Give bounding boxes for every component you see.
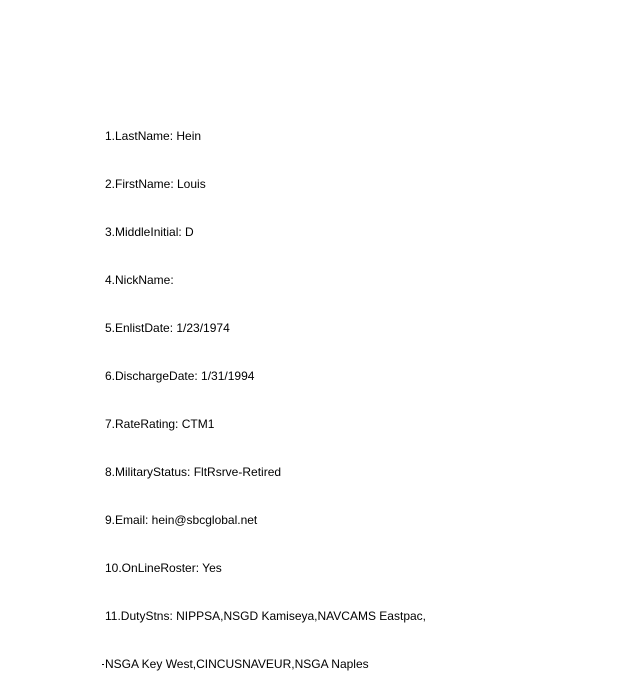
field-military-status: 8.MilitaryStatus: FltRsrve-Retired — [105, 465, 282, 479]
field-enlist-date: 5.EnlistDate: 1/23/1974 — [105, 321, 230, 335]
field-online-roster: 10.OnLineRoster: Yes — [105, 561, 222, 575]
stray-dot-mark — [102, 664, 104, 665]
field-discharge-date: 6.DischargeDate: 1/31/1994 — [105, 369, 255, 383]
field-middle-initial: 3.MiddleInitial: D — [105, 225, 194, 239]
field-duty-stations-continuation — [102, 656, 426, 672]
field-nick-name: 4.NickName: — [105, 273, 174, 287]
field-email: 9.Email: hein@sbcglobal.net — [105, 513, 258, 527]
member-record — [105, 96, 426, 688]
field-rate-rating: 7.RateRating: CTM1 — [105, 417, 215, 431]
duty-stations-continuation-text: NSGA Key West,CINCUSNAVEUR,NSGA Naples — [105, 657, 369, 671]
field-last-name: 1.LastName: Hein — [105, 129, 202, 143]
field-first-name: 2.FirstName: Louis — [105, 177, 206, 191]
field-duty-stations: 11.DutyStns: NIPPSA,NSGD Kamiseya,NAVCAMS Eastpac, — [105, 609, 426, 623]
